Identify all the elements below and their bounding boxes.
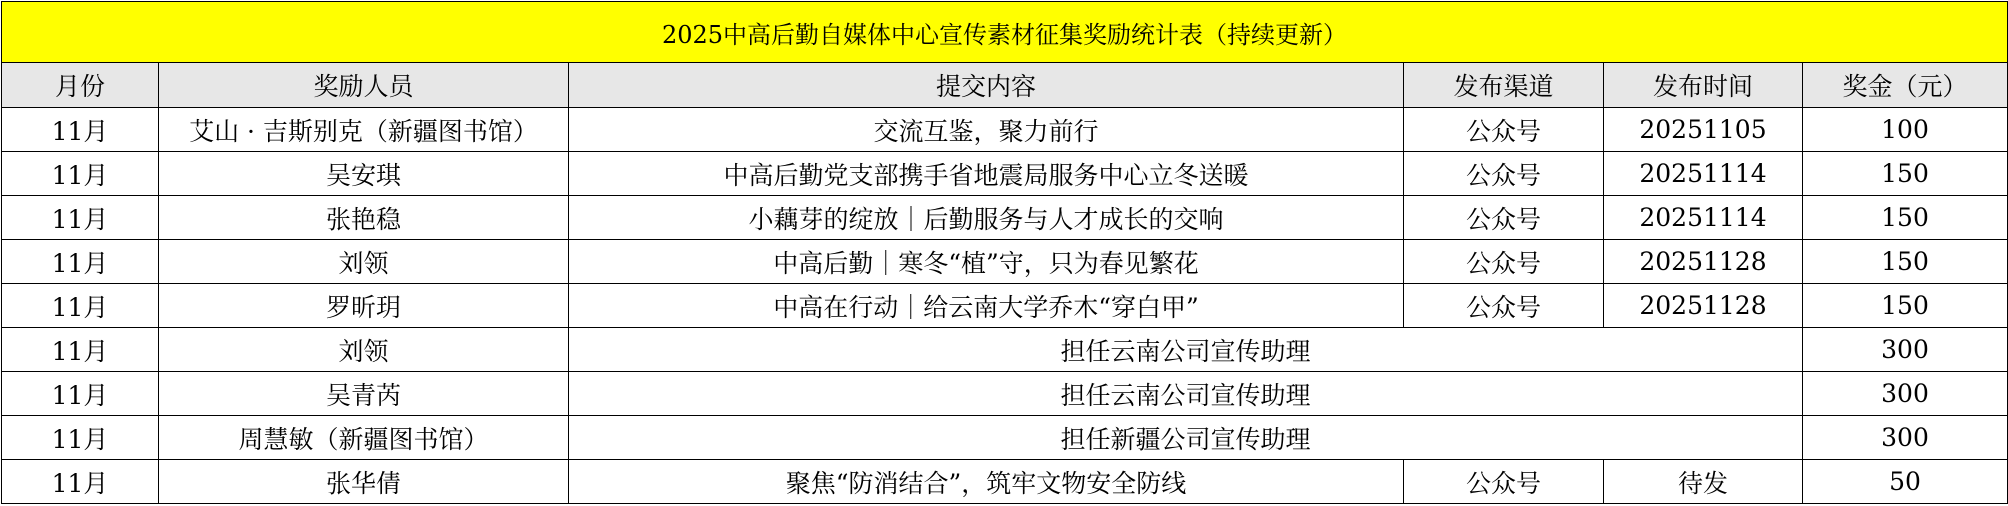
table-row [2,240,2008,284]
cell-merged-content[interactable]: 担任新疆公司宣传助理 [569,416,1803,460]
cell-person[interactable]: 张艳稳 [159,196,569,240]
cell-bonus[interactable]: 300 [1803,328,2008,372]
table-title[interactable]: 2025中高后勤自媒体中心宣传素材征集奖励统计表（持续更新） [2,2,2008,63]
cell-bonus[interactable]: 150 [1803,284,2008,328]
cell-channel[interactable]: 公众号 [1404,152,1604,196]
cell-merged-content[interactable]: 担任云南公司宣传助理 [569,372,1803,416]
cell-channel[interactable]: 公众号 [1404,108,1604,152]
cell-month[interactable]: 11月 [2,328,159,372]
cell-content[interactable]: 中高在行动｜给云南大学乔木“穿白甲” [569,284,1404,328]
cell-bonus[interactable]: 50 [1803,460,2008,504]
cell-bonus[interactable]: 300 [1803,416,2008,460]
cell-merged-content[interactable]: 担任云南公司宣传助理 [569,328,1803,372]
cell-content[interactable]: 小藕芽的绽放｜后勤服务与人才成长的交响 [569,196,1404,240]
table-row [2,460,2008,504]
cell-person[interactable]: 周慧敏（新疆图书馆） [159,416,569,460]
header-row [2,63,2008,108]
cell-bonus[interactable]: 150 [1803,240,2008,284]
cell-person[interactable]: 张华倩 [159,460,569,504]
cell-content[interactable]: 中高后勤党支部携手省地震局服务中心立冬送暖 [569,152,1404,196]
table-row [2,108,2008,152]
cell-person[interactable]: 吴青芮 [159,372,569,416]
cell-person[interactable]: 刘领 [159,328,569,372]
table-row [2,328,2008,372]
header-channel[interactable]: 发布渠道 [1404,63,1604,108]
cell-bonus[interactable]: 150 [1803,152,2008,196]
cell-time[interactable]: 20251105 [1604,108,1803,152]
cell-content[interactable]: 交流互鉴，聚力前行 [569,108,1404,152]
table-row [2,416,2008,460]
title-row [2,2,2008,63]
header-bonus[interactable]: 奖金（元） [1803,63,2008,108]
table-row [2,196,2008,240]
cell-month[interactable]: 11月 [2,416,159,460]
header-month[interactable]: 月份 [2,63,159,108]
cell-content[interactable]: 中高后勤｜寒冬“植”守，只为春见繁花 [569,240,1404,284]
header-person[interactable]: 奖励人员 [159,63,569,108]
cell-month[interactable]: 11月 [2,284,159,328]
cell-channel[interactable]: 公众号 [1404,460,1604,504]
cell-month[interactable]: 11月 [2,196,159,240]
cell-person[interactable]: 刘领 [159,240,569,284]
table-row [2,284,2008,328]
header-time[interactable]: 发布时间 [1604,63,1803,108]
cell-month[interactable]: 11月 [2,152,159,196]
cell-person[interactable]: 罗昕玥 [159,284,569,328]
cell-channel[interactable]: 公众号 [1404,284,1604,328]
cell-month[interactable]: 11月 [2,460,159,504]
cell-time[interactable]: 待发 [1604,460,1803,504]
table-row [2,372,2008,416]
cell-time[interactable]: 20251114 [1604,196,1803,240]
cell-bonus[interactable]: 300 [1803,372,2008,416]
cell-content[interactable]: 聚焦“防消结合”，筑牢文物安全防线 [569,460,1404,504]
cell-bonus[interactable]: 150 [1803,196,2008,240]
cell-time[interactable]: 20251128 [1604,240,1803,284]
cell-month[interactable]: 11月 [2,372,159,416]
cell-month[interactable]: 11月 [2,240,159,284]
table-row [2,152,2008,196]
cell-channel[interactable]: 公众号 [1404,196,1604,240]
reward-statistics-table [1,1,2008,504]
header-content[interactable]: 提交内容 [569,63,1404,108]
cell-channel[interactable]: 公众号 [1404,240,1604,284]
cell-person[interactable]: 艾山 · 吉斯别克（新疆图书馆） [159,108,569,152]
cell-time[interactable]: 20251114 [1604,152,1803,196]
cell-bonus[interactable]: 100 [1803,108,2008,152]
cell-person[interactable]: 吴安琪 [159,152,569,196]
cell-month[interactable]: 11月 [2,108,159,152]
cell-time[interactable]: 20251128 [1604,284,1803,328]
